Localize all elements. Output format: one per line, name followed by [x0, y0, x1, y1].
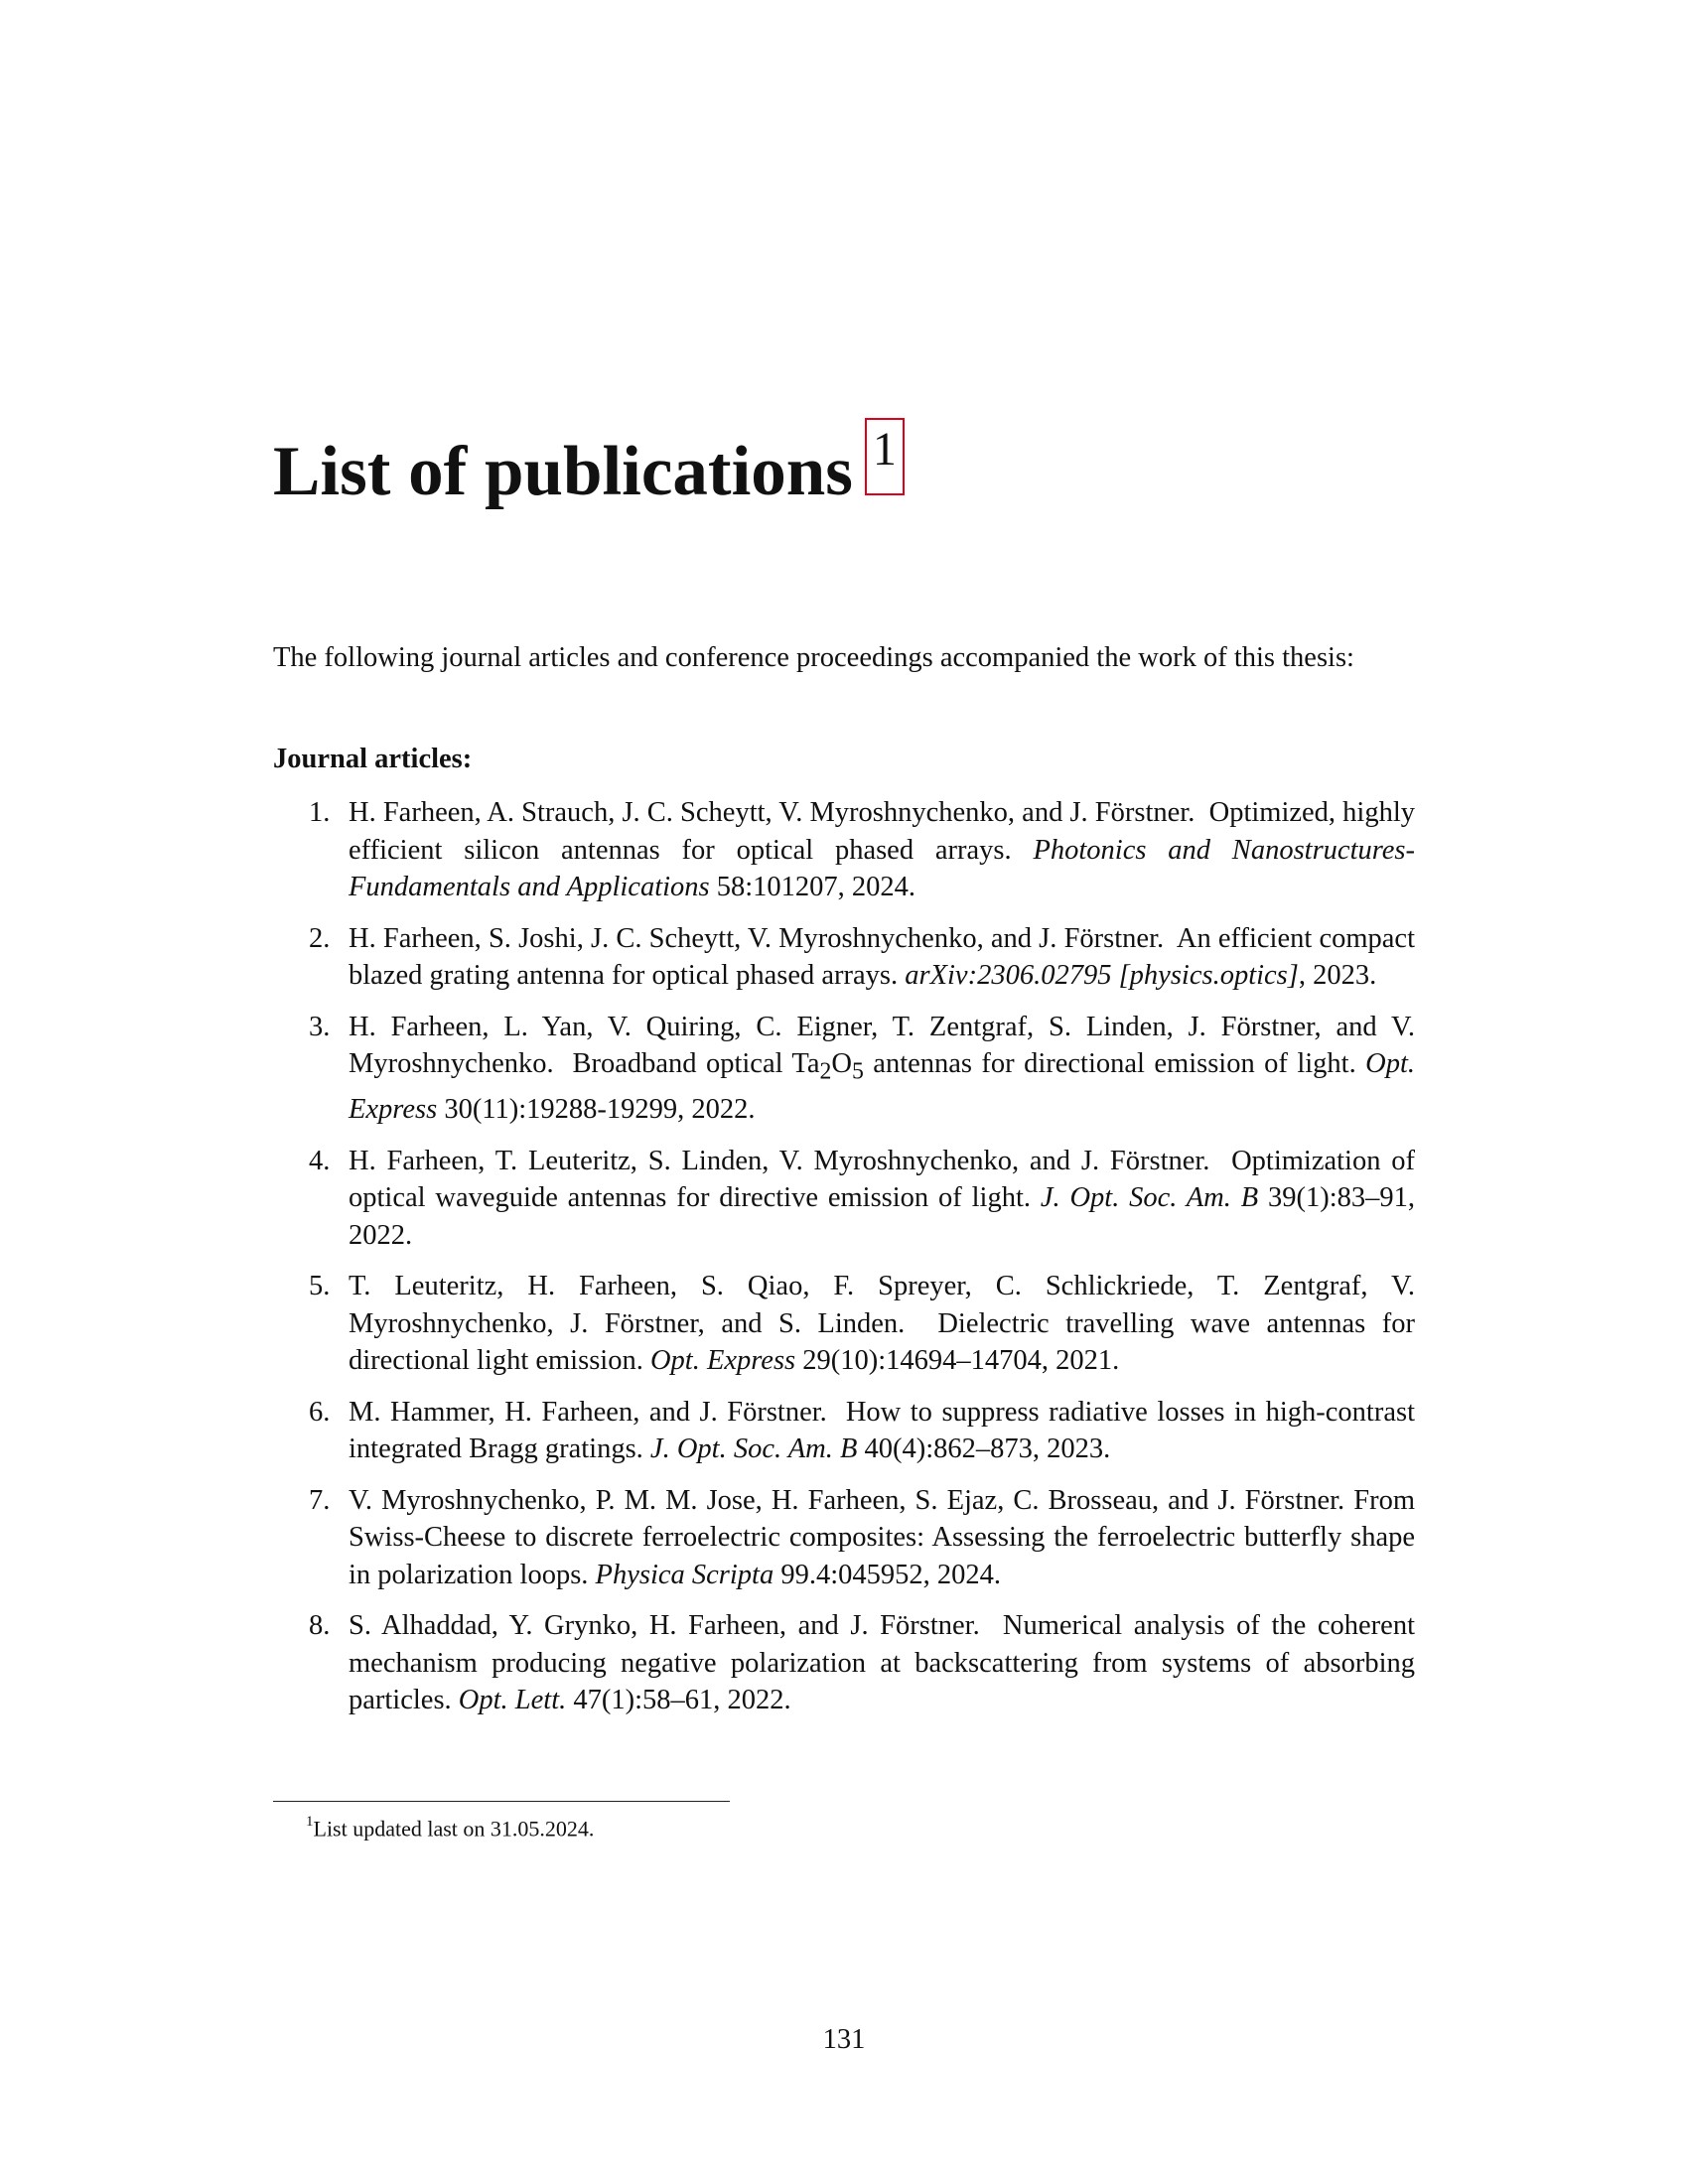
- publication-title: [572, 1048, 1356, 1085]
- publication-details: 58:101207, 2024.: [716, 872, 916, 902]
- page-title-text: List of publications: [273, 433, 853, 510]
- publication-authors: H. Farheen, L. Yan, V. Quiring, C. Eigner, T. Zentgraf, S. Linden, J. Förstner, and V. Myroshnychenko.: [349, 1011, 1415, 1079]
- publication-item: [273, 1482, 1415, 1594]
- publication-authors: T. Leuteritz, H. Farheen, S. Qiao, F. Spreyer, C. Schlickriede, T. Zentgraf, V. Myroshnychenko, J. Förstner, and S. Linden.: [349, 1271, 1415, 1339]
- page-title: [273, 423, 905, 525]
- publication-item: [273, 1143, 1415, 1255]
- publication-item: [273, 1009, 1415, 1129]
- publication-details: 99.4:045952, 2024.: [780, 1559, 1002, 1590]
- publication-venue: Opt. Express: [649, 1345, 796, 1377]
- section-heading-journal-articles: Journal articles:: [273, 744, 473, 774]
- publication-details: 40(4):862–873, 2023.: [864, 1433, 1111, 1465]
- publication-number: 4.: [309, 1145, 331, 1176]
- footnote-mark: 1: [306, 1814, 314, 1830]
- intro-paragraph: The following journal articles and conference proceedings accompanied the work of this thesis:: [273, 642, 1354, 673]
- publication-title: From Swiss-Cheese to discrete ferroelectric composites: Assessing the ferroelectric butterfly shape in polarization loops.: [349, 1484, 1415, 1590]
- publication-title-part: antennas for directional emission of light.: [863, 1048, 1356, 1079]
- publication-title-subscript: 2: [819, 1058, 832, 1085]
- publication-details: , 2023.: [1298, 960, 1377, 991]
- publication-list: [273, 794, 1415, 1733]
- publication-number: 6.: [309, 1396, 331, 1428]
- footnote: [306, 1809, 594, 1843]
- publication-details: 30(11):19288-19299, 2022.: [444, 1094, 756, 1126]
- publication-number: 1.: [309, 797, 331, 828]
- publication-number: 3.: [309, 1011, 331, 1042]
- publication-venue: J. Opt. Soc. Am. B: [649, 1433, 858, 1465]
- publication-venue: Photonics and Nanostructures-Fundamentals and Applications: [349, 834, 1415, 902]
- publication-item: [273, 1394, 1415, 1468]
- publication-number: 7.: [309, 1484, 331, 1516]
- publication-title: Dielectric travelling wave antennas for directional light emission.: [349, 1307, 1416, 1377]
- publication-title-subscript: 5: [851, 1058, 864, 1085]
- publication-number: 2.: [309, 922, 331, 954]
- publication-details: 29(10):14694–14704, 2021.: [802, 1345, 1120, 1377]
- publication-item: [273, 1607, 1415, 1719]
- publication-authors: H. Farheen, A. Strauch, J. C. Scheytt, V. Myroshnychenko, and J. Förstner.: [349, 797, 1196, 828]
- publication-title-part: O: [831, 1048, 852, 1079]
- publication-venue: J. Opt. Soc. Am. B: [1040, 1182, 1259, 1214]
- publication-number: 8.: [309, 1610, 331, 1642]
- publication-title: Optimized, highly efficient silicon antennas for optical phased arrays.: [349, 797, 1416, 866]
- publication-venue: Opt. Lett.: [458, 1685, 567, 1716]
- publication-title: An efficient compact blazed grating antenna for optical phased arrays.: [349, 922, 1415, 991]
- publication-title: How to suppress radiative losses in high-contrast integrated Bragg gratings.: [349, 1396, 1415, 1465]
- publication-authors: M. Hammer, H. Farheen, and J. Förstner.: [349, 1396, 827, 1428]
- publication-details: 47(1):58–61, 2022.: [573, 1685, 791, 1716]
- publication-authors: H. Farheen, T. Leuteritz, S. Linden, V. Myroshnychenko, and J. Förstner.: [349, 1145, 1210, 1176]
- publication-venue: arXiv:2306.02795 [physics.optics]: [905, 960, 1299, 991]
- publication-item: [273, 920, 1415, 995]
- publication-title: Optimization of optical waveguide antennas for directive emission of light.: [349, 1145, 1416, 1214]
- publication-venue: Physica Scripta: [595, 1559, 774, 1590]
- publication-authors: H. Farheen, S. Joshi, J. C. Scheytt, V. Myroshnychenko, and J. Förstner.: [349, 922, 1165, 954]
- publication-venue: Opt. Express: [349, 1048, 1416, 1126]
- publication-title: Numerical analysis of the coherent mechanism producing negative polarization at backscattering from systems of absorbing particles.: [349, 1610, 1415, 1716]
- publication-item: [273, 1268, 1415, 1380]
- publication-authors: V. Myroshnychenko, P. M. M. Jose, H. Farheen, S. Ejaz, C. Brosseau, and J. Förstner.: [349, 1484, 1345, 1516]
- publication-item: [273, 794, 1415, 906]
- publication-details: 39(1):83–91, 2022.: [349, 1182, 1416, 1251]
- footnote-divider: [273, 1801, 730, 1802]
- publication-authors: S. Alhaddad, Y. Grynko, H. Farheen, and J. Förstner.: [349, 1610, 980, 1642]
- footnote-text: List updated last on 31.05.2024.: [313, 1816, 595, 1842]
- page-number: 131: [822, 2024, 866, 2055]
- footnote-link[interactable]: 1: [865, 418, 905, 495]
- publication-number: 5.: [309, 1271, 331, 1302]
- publication-title-part: Broadband optical Ta: [572, 1048, 820, 1079]
